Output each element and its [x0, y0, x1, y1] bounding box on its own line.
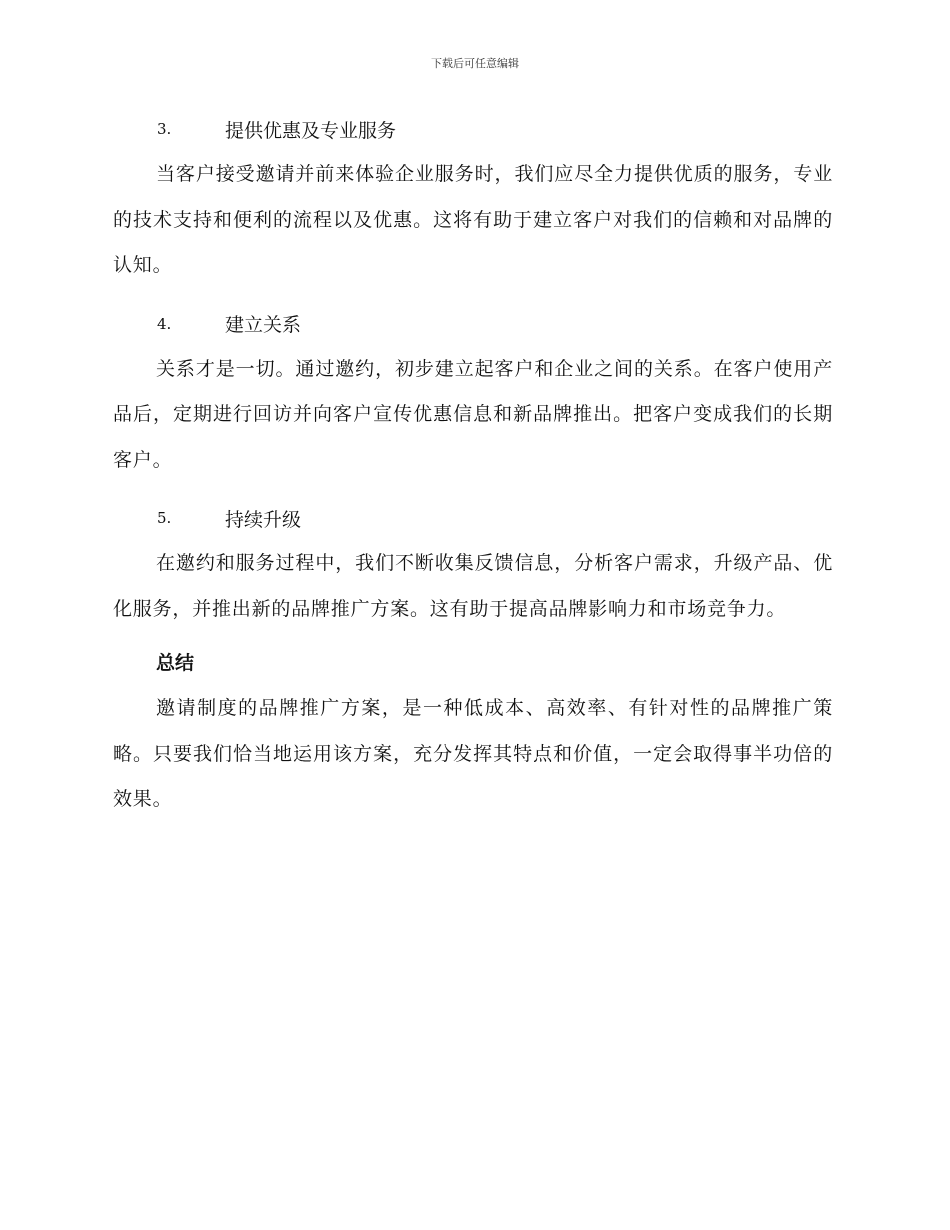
item-paragraph-4: 关系才是一切。通过邀约，初步建立起客户和企业之间的关系。在客户使用产品后，定期进行回访并向客户宣传优惠信息和新品牌推出。把客户变成我们的长期客户。	[113, 357, 833, 471]
item-paragraph-5: 在邀约和服务过程中，我们不断收集反馈信息，分析客户需求，升级产品、优化服务，并推出新的品牌推广方案。这有助于提高品牌影响力和市场竞争力。	[113, 552, 833, 620]
item-title: 建立关系	[225, 314, 302, 336]
item-heading-4	[113, 301, 833, 347]
item-number: 3.	[157, 120, 172, 138]
header-note: 下载后可任意编辑	[431, 57, 519, 70]
item-heading-5	[113, 495, 833, 541]
item-number: 5.	[157, 509, 172, 527]
item-paragraph-3: 当客户接受邀请并前来体验企业服务时，我们应尽全力提供优质的服务，专业的技术支持和便利的流程以及优惠。这将有助于建立客户对我们的信赖和对品牌的认知。	[113, 163, 833, 276]
summary-heading: 总结	[156, 651, 195, 674]
summary-paragraph: 邀请制度的品牌推广方案，是一种低成本、高效率、有针对性的品牌推广策略。只要我们恰当地运用该方案，充分发挥其特点和价值，一定会取得事半功倍的效果。	[113, 697, 833, 810]
item-title: 提供优惠及专业服务	[225, 119, 397, 142]
item-heading-3	[113, 106, 833, 152]
item-title: 持续升级	[225, 508, 302, 531]
document-body	[113, 106, 833, 823]
item-number: 4.	[157, 314, 172, 333]
